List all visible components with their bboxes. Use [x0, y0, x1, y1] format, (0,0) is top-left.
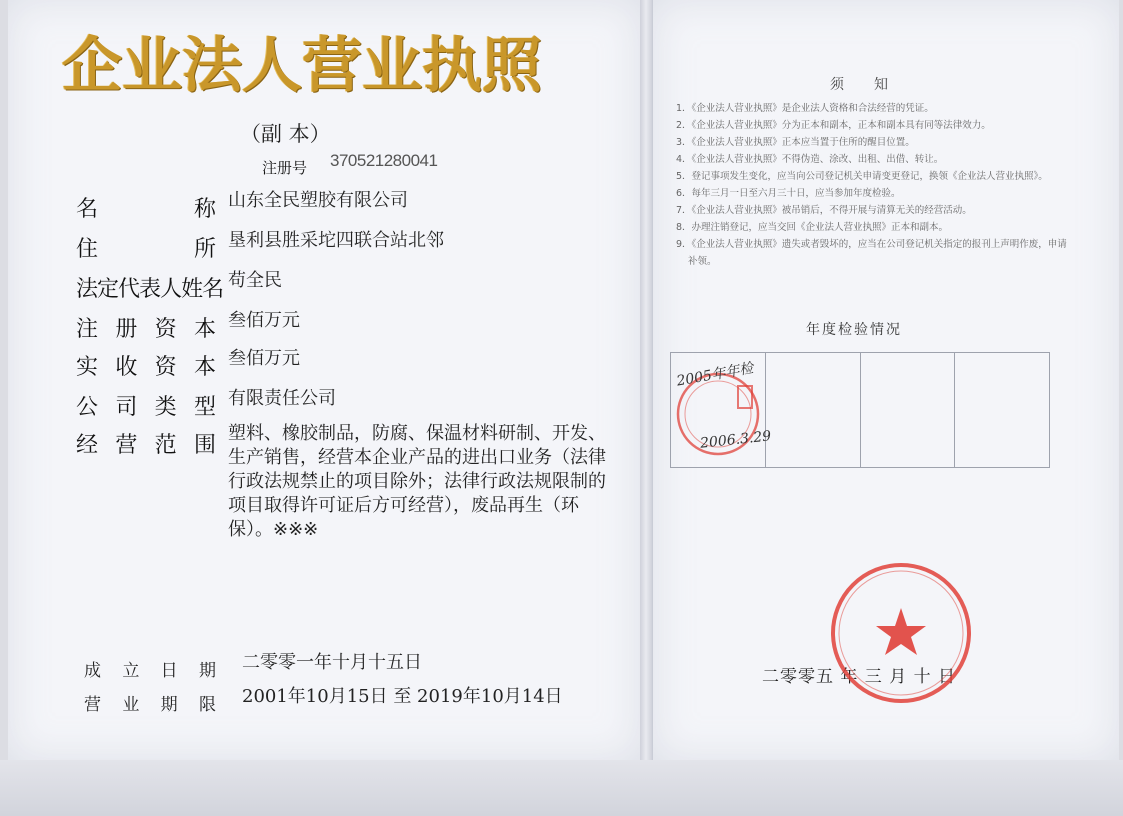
inspection-title: 年度检验情况 [806, 322, 902, 338]
license-field-label: 法 定 代 表 人 姓 名 [76, 277, 224, 302]
license-field-value: 垦利县胜采坨四联合站北邻 [228, 230, 444, 251]
notice-item: 3．《企业法人营业执照》正本应当置于住所的醒目位置。 [676, 137, 915, 148]
license-field-value: 叁佰万元 [228, 310, 300, 331]
license-field-value: 塑料、橡胶制品，防腐、保温材料研制、开发、生产销售，经营本企业产品的进出口业务（法律行政法规禁止的项目除外；法律行政法规限制的项目取得许可证后方可经营），废品再生（环保）。※※※ [228, 423, 606, 540]
book-spine [640, 0, 652, 760]
inspection-cell [861, 353, 956, 467]
license-field-value: 苟全民 [228, 270, 282, 291]
license-field-value: 山东全民塑胶有限公司 [228, 190, 408, 211]
notice-item: 9．《企业法人营业执照》遗失或者毁坏的，应当在公司登记机关指定的报刊上声明作废，申请补领。 [676, 239, 1067, 267]
notice-item: 7．《企业法人营业执照》被吊销后，不得开展与清算无关的经营活动。 [676, 205, 972, 216]
inspection-handwriting-top: 2005年年检 [675, 360, 755, 390]
inspection-cell [955, 353, 1049, 467]
notice-list [676, 100, 1068, 270]
license-field-label: 住 所 [76, 237, 216, 262]
registration-number: 370521280041 [330, 151, 438, 170]
inspection-handwriting-bottom: 2006.3.29 [699, 428, 772, 452]
license-field-value: 叁佰万元 [228, 348, 300, 369]
notice-item: 2．《企业法人营业执照》分为正本和副本，正本和副本具有同等法律效力。 [676, 120, 991, 131]
scan-bottom-edge [0, 760, 1123, 816]
license-date-value: 二零零一年十月十五日 [242, 652, 422, 673]
license-field-value: 有限责任公司 [228, 388, 336, 409]
inspection-cell [766, 353, 861, 467]
license-field-label: 注 册 资 本 [76, 317, 216, 342]
notice-item: 5．登记事项发生变化，应当向公司登记机关申请变更登记，换领《企业法人营业执照》。 [676, 171, 1048, 182]
registration-label: 注册号 [262, 159, 308, 177]
notice-item: 4．《企业法人营业执照》不得伪造、涂改、出租、出借、转让。 [676, 154, 944, 165]
license-date-label: 成 立 日 期 [84, 661, 216, 681]
license-field-label: 实 收 资 本 [76, 355, 216, 380]
license-subtitle: （副 本） [240, 122, 331, 146]
license-date-label: 营 业 期 限 [84, 695, 216, 715]
authority-seal-icon [828, 560, 974, 706]
license-field-label: 公 司 类 型 [76, 395, 216, 420]
notice-item: 1．《企业法人营业执照》是企业法人资格和合法经营的凭证。 [676, 103, 934, 114]
license-field-label: 经 营 范 围 [76, 433, 216, 458]
license-title: 企业法人营业执照 [62, 31, 542, 101]
license-field-label: 名 称 [76, 197, 216, 222]
issue-date: 二零零五 年 三 月 十 日 [762, 667, 957, 687]
notice-item: 8．办理注销登记，应当交回《企业法人营业执照》正本和副本。 [676, 222, 949, 233]
notice-title: 须知 [830, 77, 918, 93]
notice-item: 6．每年三月一日至六月三十日，应当参加年度检验。 [676, 188, 901, 199]
license-date-value: 2001年10月15日 至 2019年10月14日 [242, 686, 563, 707]
